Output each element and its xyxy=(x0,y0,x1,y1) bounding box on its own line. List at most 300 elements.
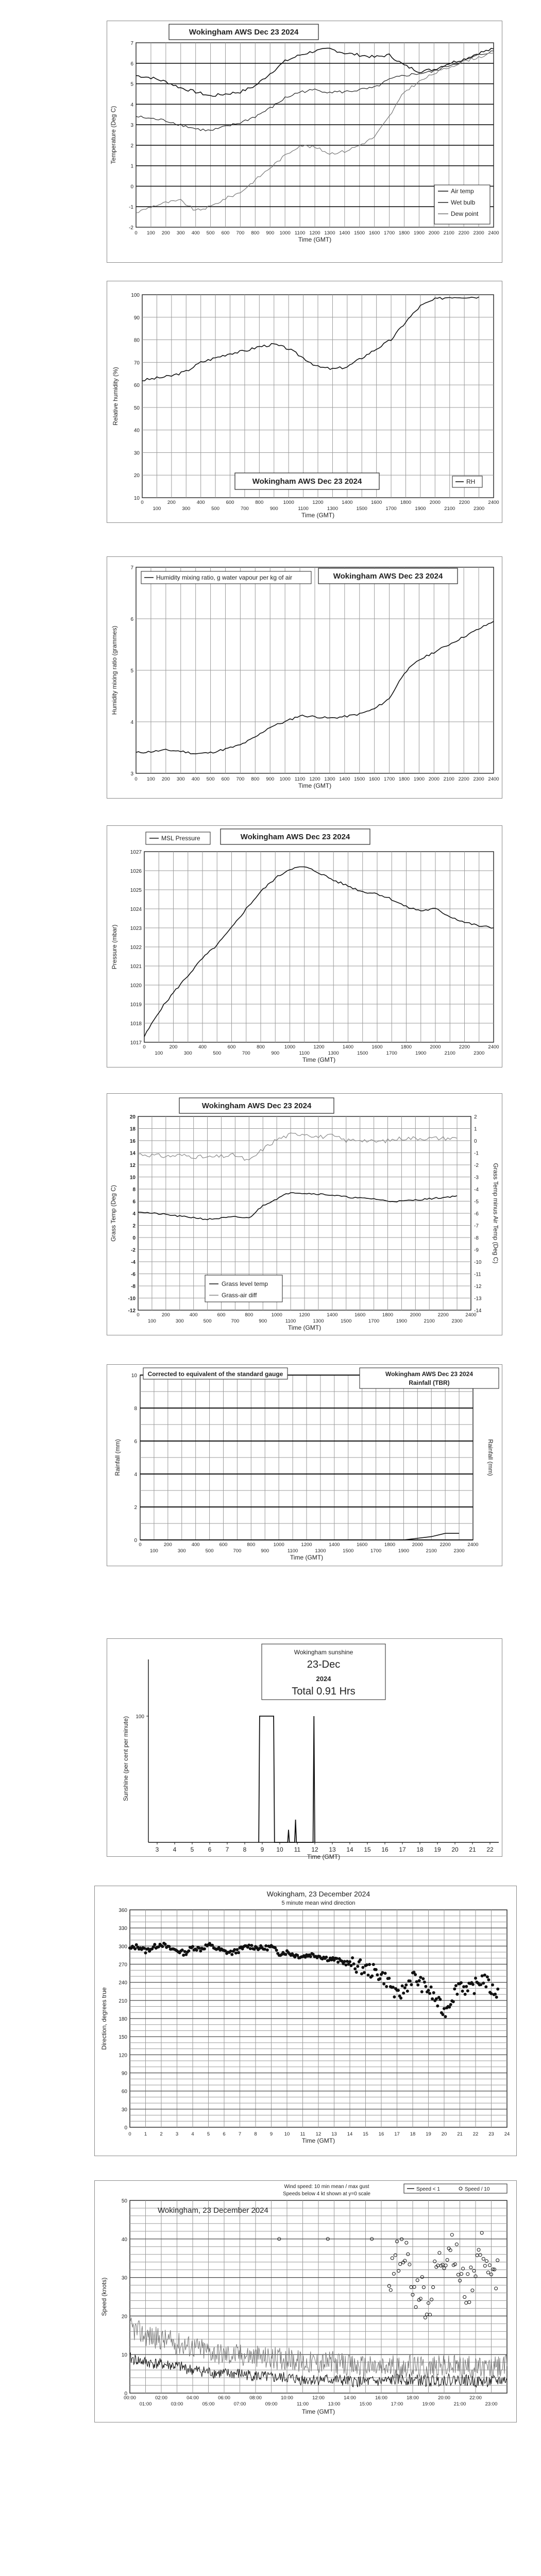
x-axis-label: Time (GMT) xyxy=(298,236,332,243)
y2-tick-label: 0 xyxy=(474,1139,477,1144)
data-point xyxy=(353,1968,357,1971)
x-tick-label: 300 xyxy=(176,776,185,782)
x-tick-label: 1700 xyxy=(384,230,395,236)
data-point xyxy=(468,2301,471,2304)
data-point xyxy=(444,2015,447,2018)
x-tick-label: 400 xyxy=(189,1312,198,1318)
x-tick-label: 2200 xyxy=(459,1044,470,1050)
x-tick-label: 15 xyxy=(364,1846,371,1853)
data-point xyxy=(455,1993,459,1996)
data-point xyxy=(438,1998,442,2001)
y-axis-label: Direction, degrees true xyxy=(100,1987,108,2050)
sunshine-trace xyxy=(259,1716,315,1842)
y-tick-label: 70 xyxy=(133,360,140,366)
x-tick-label: 1300 xyxy=(313,1318,324,1324)
data-point xyxy=(379,1977,382,1980)
y-tick-label: 20 xyxy=(133,473,140,479)
x-tick-label: 1500 xyxy=(357,1050,368,1056)
data-point xyxy=(486,2271,489,2274)
x-tick-label: 2100 xyxy=(444,506,455,512)
data-point xyxy=(416,1984,419,1987)
x-tick-label: 1300 xyxy=(324,776,335,782)
y2-tick-label: -2 xyxy=(474,1163,479,1168)
y-tick-label: 10 xyxy=(129,1175,136,1181)
x-tick-label: 600 xyxy=(219,1542,228,1548)
x-tick-label: 500 xyxy=(206,776,215,782)
data-point xyxy=(403,1986,407,1989)
x-tick-label: 400 xyxy=(196,500,205,505)
x-tick-label: 1500 xyxy=(356,506,367,512)
data-point xyxy=(414,1973,417,1976)
x-tick-label: 16 xyxy=(378,2131,384,2137)
x-tick-label: 100 xyxy=(155,1050,163,1056)
data-point xyxy=(413,2285,416,2289)
y-axis-label: Temperature (Deg C) xyxy=(110,106,117,164)
x-tick-label: 2100 xyxy=(426,1548,437,1554)
y2-axis-label: Rainfall (mm) xyxy=(487,1439,494,1476)
data-point xyxy=(375,1968,378,1971)
x-tick-label: 500 xyxy=(203,1318,212,1324)
x-tick-label: 600 xyxy=(217,1312,226,1318)
legend-label: Dew point xyxy=(451,210,479,217)
y2-tick-label: -3 xyxy=(474,1175,479,1181)
x-tick-label: 0 xyxy=(141,500,144,505)
data-point xyxy=(187,1950,190,1953)
data-point xyxy=(465,2301,468,2304)
data-point xyxy=(360,1972,363,1975)
x-tick-label: 1700 xyxy=(370,1548,382,1554)
x-tick-label: 1600 xyxy=(371,500,382,505)
x-tick-label: 700 xyxy=(240,506,249,512)
data-point xyxy=(430,1986,433,1989)
x-tick-label: 600 xyxy=(221,776,230,782)
x-tick-label: 04:00 xyxy=(187,2395,199,2401)
data-point xyxy=(336,1961,340,1964)
x-tick-label: 2200 xyxy=(439,1542,451,1548)
x-tick-label: 8 xyxy=(243,1846,247,1853)
x-tick-label: 1800 xyxy=(398,230,410,236)
chart-title: Wokingham AWS Dec 23 2024 xyxy=(189,28,299,37)
x-tick-label: 1000 xyxy=(284,1044,296,1050)
data-point xyxy=(433,2260,436,2263)
x-tick-label: 2100 xyxy=(424,1318,435,1324)
x-tick-label: 1100 xyxy=(287,1548,298,1554)
y-tick-label: 50 xyxy=(133,405,140,411)
data-point xyxy=(198,1946,201,1950)
x-tick-label: 200 xyxy=(163,1542,172,1548)
data-point xyxy=(384,1972,387,1975)
data-point xyxy=(389,2289,392,2292)
legend-label: MSL Pressure xyxy=(161,835,200,842)
data-point xyxy=(258,1947,261,1950)
data-point xyxy=(481,1974,484,1977)
chart-subtitle: Wind speed: 10 min mean / max gust xyxy=(284,2184,369,2190)
data-point xyxy=(431,1997,434,2001)
y-tick-label: 2 xyxy=(130,143,133,149)
data-point xyxy=(164,1943,167,1946)
data-point xyxy=(466,1989,469,1992)
y-tick-label: 1018 xyxy=(130,1021,142,1027)
data-point xyxy=(363,1971,366,1974)
x-tick-label: 2400 xyxy=(465,1312,477,1318)
x-tick-label: 400 xyxy=(198,1044,207,1050)
legend-label: Speed < 1 xyxy=(416,2187,440,2192)
data-point xyxy=(350,1964,353,1967)
pressure-chart xyxy=(107,826,502,1067)
y-tick-label: 30 xyxy=(121,2275,127,2281)
y-tick-label: 180 xyxy=(119,2016,127,2022)
data-point xyxy=(309,1955,312,1958)
x-tick-label: 2200 xyxy=(458,230,469,236)
x-tick-label: 2000 xyxy=(429,500,441,505)
x-tick-label: 200 xyxy=(167,500,176,505)
pressure-chart-panel xyxy=(107,825,502,1067)
x-tick-label: 0 xyxy=(128,2131,131,2137)
x-tick-label: 300 xyxy=(176,230,185,236)
legend-label: Wet bulb xyxy=(451,199,476,206)
x-tick-label: 1500 xyxy=(341,1318,352,1324)
x-tick-label: 1400 xyxy=(327,1312,338,1318)
y2-tick-label: -8 xyxy=(474,1235,479,1241)
x-axis-label: Time (GMT) xyxy=(307,1853,341,1860)
y-tick-label: 240 xyxy=(119,1980,127,1986)
x-tick-label: 300 xyxy=(175,1318,184,1324)
x-tick-label: 2400 xyxy=(488,230,499,236)
x-tick-label: 2000 xyxy=(430,1044,441,1050)
x-tick-label: 20 xyxy=(441,2131,447,2137)
y-tick-label: 1020 xyxy=(130,983,142,989)
x-tick-label: 1900 xyxy=(415,1050,427,1056)
sunshine-chart-panel xyxy=(107,1638,502,1860)
x-tick-label: 1000 xyxy=(271,1312,282,1318)
x-tick-label: 100 xyxy=(149,1548,158,1554)
y-tick-label: 60 xyxy=(121,2089,127,2095)
x-tick-label: 14 xyxy=(347,2131,353,2137)
x-tick-label: 23:00 xyxy=(485,2401,498,2407)
data-point xyxy=(401,1985,404,1988)
x-tick-label: 1100 xyxy=(298,506,309,512)
x-tick-label: 14 xyxy=(346,1846,353,1853)
x-tick-label: 2300 xyxy=(473,776,484,782)
data-point xyxy=(479,2253,482,2257)
data-point xyxy=(410,1983,413,1986)
y-axis-label: Relative humidity (%) xyxy=(112,367,119,426)
x-tick-label: 21:00 xyxy=(453,2401,466,2407)
x-tick-label: 1600 xyxy=(369,230,380,236)
temperature-chart xyxy=(107,21,502,262)
x-axis-label: Time (GMT) xyxy=(301,2408,335,2415)
x-tick-label: 1900 xyxy=(413,776,425,782)
series-line xyxy=(140,1533,459,1540)
x-tick-label: 13:00 xyxy=(328,2401,341,2407)
x-tick-label: 800 xyxy=(251,776,260,782)
y-tick-label: 1026 xyxy=(130,869,142,874)
x-tick-label: 19:00 xyxy=(422,2401,435,2407)
y-tick-label: 3 xyxy=(130,123,133,129)
data-point xyxy=(234,1952,238,1955)
x-tick-label: 400 xyxy=(191,776,200,782)
data-point xyxy=(182,1954,185,1957)
x-tick-label: 14:00 xyxy=(344,2395,356,2401)
x-tick-label: 600 xyxy=(227,1044,236,1050)
x-tick-label: 07:00 xyxy=(233,2401,246,2407)
x-tick-label: 21 xyxy=(457,2131,463,2137)
data-point xyxy=(480,2231,483,2234)
data-point xyxy=(352,1962,356,1965)
y-axis-label: Grass Temp (Deg C) xyxy=(110,1185,117,1242)
x-tick-label: 3 xyxy=(175,2131,179,2137)
data-point xyxy=(420,2276,424,2279)
data-point xyxy=(233,1948,236,1951)
legend-label: Grass-air diff xyxy=(222,1292,257,1299)
x-tick-label: 2200 xyxy=(437,1312,449,1318)
chart-title: Wokingham AWS Dec 23 2024 xyxy=(333,572,443,581)
y-tick-label: -12 xyxy=(128,1308,136,1314)
x-tick-label: 500 xyxy=(206,230,215,236)
y2-tick-label: -9 xyxy=(474,1247,479,1253)
y-tick-label: 0 xyxy=(132,1235,136,1241)
data-point xyxy=(235,1948,239,1951)
data-point xyxy=(457,2273,460,2276)
x-tick-label: 1200 xyxy=(313,1044,325,1050)
x-tick-label: 800 xyxy=(247,1542,256,1548)
y-tick-label: 0 xyxy=(130,184,133,190)
data-point xyxy=(237,1951,240,1954)
x-tick-label: 18 xyxy=(416,1846,424,1853)
y-tick-label: 5 xyxy=(130,668,133,674)
x-tick-label: 7 xyxy=(225,1846,229,1853)
data-point xyxy=(428,1992,431,1995)
x-tick-label: 800 xyxy=(257,1044,265,1050)
y-tick-label: 50 xyxy=(121,2198,127,2204)
x-tick-label: 800 xyxy=(251,230,260,236)
y-tick-label: 1017 xyxy=(130,1040,142,1046)
x-tick-label: 0 xyxy=(143,1044,146,1050)
data-point xyxy=(461,1990,464,1993)
y-tick-label: 1019 xyxy=(130,1002,142,1008)
series-line xyxy=(138,1193,457,1220)
y-tick-label: 30 xyxy=(121,2107,127,2113)
mixing-ratio-chart-panel xyxy=(107,556,502,799)
x-tick-label: 500 xyxy=(211,506,220,512)
x-tick-label: 0 xyxy=(134,776,138,782)
data-point xyxy=(359,1958,362,1961)
data-point xyxy=(343,1960,346,1963)
x-tick-label: 5 xyxy=(190,1846,194,1853)
x-tick-label: 9 xyxy=(260,1846,264,1853)
x-tick-label: 2400 xyxy=(488,776,499,782)
y-tick-label: 18 xyxy=(129,1126,136,1132)
x-tick-label: 1400 xyxy=(342,1044,354,1050)
y-tick-label: 16 xyxy=(129,1139,136,1144)
chart-title: Wokingham AWS Dec 23 2024 xyxy=(201,1101,312,1110)
data-point xyxy=(422,2286,425,2289)
data-point xyxy=(471,1983,475,1986)
y2-tick-label: -1 xyxy=(474,1150,479,1157)
data-point xyxy=(351,1956,354,1959)
chart-title: Wokingham, 23 December 2024 xyxy=(158,2206,268,2215)
data-point xyxy=(496,1988,499,1991)
x-tick-label: 2300 xyxy=(451,1318,463,1324)
data-point xyxy=(361,1966,364,1969)
y-tick-label: 270 xyxy=(119,1962,127,1968)
y-tick-label: 60 xyxy=(133,383,140,389)
temperature-chart-panel xyxy=(107,21,502,263)
x-tick-label: 11 xyxy=(294,1846,301,1853)
legend-label: Speed / 10 xyxy=(465,2187,490,2192)
data-point xyxy=(454,1984,458,1987)
data-point xyxy=(382,1982,385,1986)
x-tick-label: 2300 xyxy=(474,506,485,512)
y-tick-label: -1 xyxy=(129,205,133,211)
y-tick-label: 2 xyxy=(132,1223,136,1229)
x-tick-label: 12 xyxy=(315,2131,322,2137)
data-point xyxy=(356,1965,359,1968)
data-point xyxy=(415,1980,418,1984)
data-point xyxy=(370,1974,374,1977)
x-tick-label: 1500 xyxy=(354,230,365,236)
x-tick-label: 13 xyxy=(329,1846,336,1853)
y-tick-label: 120 xyxy=(119,2053,127,2059)
x-tick-label: 03:00 xyxy=(171,2401,183,2407)
data-point xyxy=(469,2266,472,2269)
x-tick-label: 2300 xyxy=(474,1050,485,1056)
x-tick-label: 1500 xyxy=(354,776,365,782)
y-axis-label: Sunshine (per cent per minute) xyxy=(122,1716,129,1801)
y-tick-label: -8 xyxy=(131,1284,136,1290)
y-tick-label: 6 xyxy=(130,617,133,622)
x-tick-label: 20 xyxy=(451,1846,459,1853)
x-tick-label: 2 xyxy=(160,2131,163,2137)
y-tick-label: 330 xyxy=(119,1926,127,1932)
data-point xyxy=(230,1953,233,1956)
x-tick-label: 1400 xyxy=(342,500,353,505)
x-tick-label: 700 xyxy=(242,1050,250,1056)
mixing-ratio-chart xyxy=(107,557,502,798)
x-tick-label: 11:00 xyxy=(296,2401,309,2407)
data-point xyxy=(464,1993,467,1996)
data-point xyxy=(443,2007,446,2010)
x-tick-label: 1100 xyxy=(285,1318,296,1324)
x-tick-label: 2300 xyxy=(453,1548,465,1554)
data-point xyxy=(420,1990,424,1993)
data-point xyxy=(482,1981,485,1985)
x-tick-label: 18:00 xyxy=(407,2395,419,2401)
y-tick-label: 4 xyxy=(130,720,133,725)
data-point xyxy=(376,1973,379,1976)
data-point xyxy=(144,1952,147,1955)
x-tick-label: 700 xyxy=(231,1318,240,1324)
data-point xyxy=(427,1989,430,1992)
y2-tick-label: -5 xyxy=(474,1199,479,1205)
x-axis-label: Time (GMT) xyxy=(298,782,332,789)
data-point xyxy=(211,1944,214,1947)
data-point xyxy=(495,1996,498,1999)
y-tick-label: 6 xyxy=(132,1199,136,1205)
x-tick-label: 1000 xyxy=(279,230,291,236)
data-point xyxy=(199,1950,202,1953)
x-tick-label: 1200 xyxy=(309,776,320,782)
data-point xyxy=(387,1977,391,1980)
x-axis-label: Time (GMT) xyxy=(301,512,335,519)
x-tick-label: 200 xyxy=(169,1044,178,1050)
data-point xyxy=(409,1979,412,1982)
data-point xyxy=(479,1983,482,1986)
x-axis-label: Time (GMT) xyxy=(302,1056,336,1063)
x-tick-label: 0 xyxy=(137,1312,140,1318)
x-tick-label: 1800 xyxy=(398,776,410,782)
x-tick-label: 7 xyxy=(238,2131,242,2137)
x-tick-label: 200 xyxy=(161,776,170,782)
data-point xyxy=(446,2259,449,2262)
data-point xyxy=(381,1971,384,1974)
legend-label: Humidity mixing ratio, g water vapour per kg of air xyxy=(156,574,293,581)
x-tick-label: 1600 xyxy=(369,776,380,782)
y-tick-label: 150 xyxy=(119,2035,127,2041)
x-tick-label: 11 xyxy=(300,2131,306,2137)
y-tick-label: 1025 xyxy=(130,888,142,893)
data-point xyxy=(250,1944,253,1947)
data-point xyxy=(496,2259,499,2262)
data-point xyxy=(423,1980,426,1984)
data-point xyxy=(424,1985,427,1988)
rainfall-chart xyxy=(107,1365,502,1566)
x-tick-label: 17 xyxy=(399,1846,406,1853)
x-tick-label: 1300 xyxy=(315,1548,326,1554)
series-line xyxy=(142,297,479,381)
x-tick-label: 8 xyxy=(254,2131,257,2137)
x-tick-label: 22:00 xyxy=(469,2395,482,2401)
x-tick-label: 500 xyxy=(213,1050,222,1056)
x-tick-label: 400 xyxy=(191,1542,200,1548)
data-point xyxy=(483,1974,486,1977)
y-tick-label: 10 xyxy=(133,496,140,501)
data-point xyxy=(484,1985,487,1988)
y2-tick-label: -4 xyxy=(474,1187,479,1193)
x-tick-label: 2000 xyxy=(412,1542,423,1548)
data-point xyxy=(442,2013,445,2016)
data-point xyxy=(455,2243,458,2246)
y-axis-label: Pressure (mbar) xyxy=(111,924,118,970)
x-tick-label: 16 xyxy=(381,1846,388,1853)
x-axis-label: Time (GMT) xyxy=(288,1324,322,1331)
y-tick-label: 1027 xyxy=(130,850,142,855)
x-tick-label: 4 xyxy=(191,2131,194,2137)
x-tick-label: 200 xyxy=(161,230,170,236)
x-tick-label: 1800 xyxy=(382,1312,394,1318)
y-tick-label: 40 xyxy=(121,2236,127,2243)
data-point xyxy=(133,1947,137,1951)
data-point xyxy=(466,2273,469,2276)
x-tick-label: 600 xyxy=(226,500,234,505)
x-tick-label: 2100 xyxy=(443,776,454,782)
data-point xyxy=(495,2287,498,2290)
data-point xyxy=(191,1945,194,1948)
y-tick-label: 30 xyxy=(133,450,140,456)
y-tick-label: 20 xyxy=(121,2314,127,2320)
x-tick-label: 15:00 xyxy=(359,2401,372,2407)
x-tick-label: 1700 xyxy=(384,776,395,782)
data-point xyxy=(399,1996,402,1999)
x-tick-label: 6 xyxy=(223,2131,226,2137)
x-tick-label: 300 xyxy=(183,1050,192,1056)
x-tick-label: 300 xyxy=(182,506,191,512)
data-point xyxy=(229,1950,232,1953)
x-tick-label: 12:00 xyxy=(312,2395,325,2401)
data-point xyxy=(263,1947,266,1951)
x-tick-label: 1400 xyxy=(339,230,350,236)
x-tick-label: 1900 xyxy=(396,1318,407,1324)
